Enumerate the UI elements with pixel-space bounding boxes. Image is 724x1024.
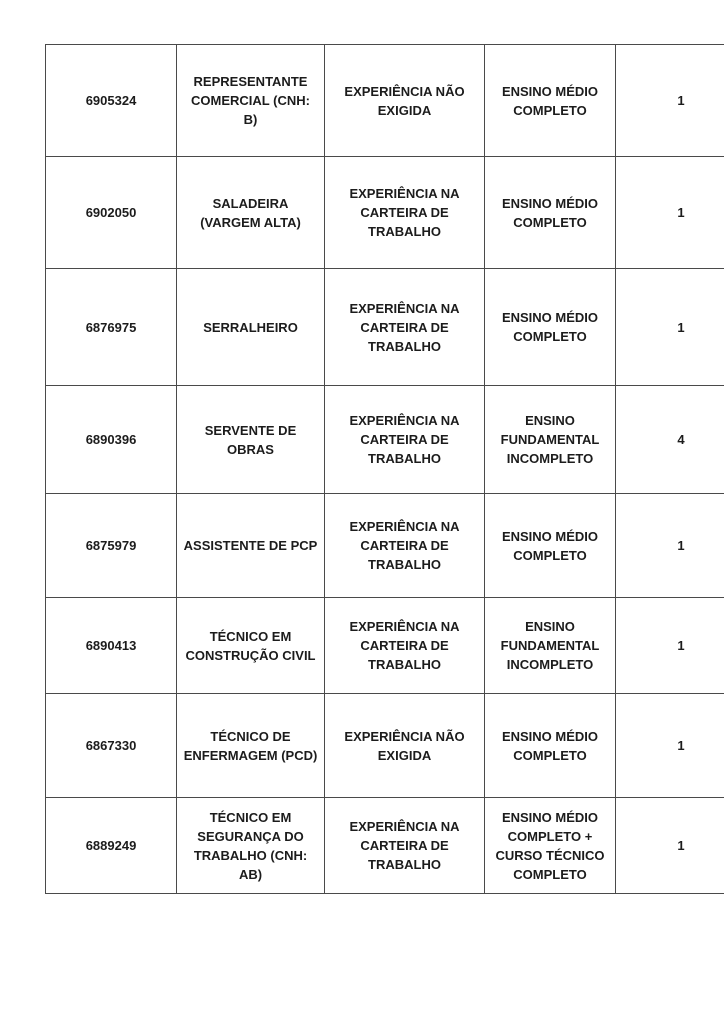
job-title-cell: SALADEIRA (VARGEM ALTA): [177, 157, 325, 269]
table-row: [46, 269, 724, 386]
education-requirement-cell: ENSINO FUNDAMENTAL INCOMPLETO: [485, 386, 616, 494]
openings-count-cell: 4: [616, 386, 724, 494]
education-requirement-cell: ENSINO FUNDAMENTAL INCOMPLETO: [485, 598, 616, 694]
table-row: [46, 798, 724, 894]
experience-requirement-cell: EXPERIÊNCIA NA CARTEIRA DE TRABALHO: [325, 598, 485, 694]
job-title-cell: SERRALHEIRO: [177, 269, 325, 386]
education-requirement-cell: ENSINO MÉDIO COMPLETO + CURSO TÉCNICO COMPLETO: [485, 798, 616, 894]
table-row: [46, 386, 724, 494]
job-title-cell: ASSISTENTE DE PCP: [177, 494, 325, 598]
experience-requirement-cell: EXPERIÊNCIA NA CARTEIRA DE TRABALHO: [325, 386, 485, 494]
table-row: [46, 157, 724, 269]
job-title-cell: REPRESENTANTE COMERCIAL (CNH: B): [177, 45, 325, 157]
education-requirement-cell: ENSINO MÉDIO COMPLETO: [485, 45, 616, 157]
job-title-cell: TÉCNICO EM SEGURANÇA DO TRABALHO (CNH: AB): [177, 798, 325, 894]
experience-requirement-cell: EXPERIÊNCIA NÃO EXIGIDA: [325, 694, 485, 798]
vacancy-id-cell: 6890396: [46, 386, 177, 494]
openings-count-cell: 1: [616, 494, 724, 598]
vacancy-id-cell: 6875979: [46, 494, 177, 598]
table-body: [46, 45, 724, 894]
experience-requirement-cell: EXPERIÊNCIA NA CARTEIRA DE TRABALHO: [325, 269, 485, 386]
openings-count-cell: 1: [616, 45, 724, 157]
openings-count-cell: 1: [616, 694, 724, 798]
job-vacancies-table: [45, 44, 724, 894]
vacancy-id-cell: 6876975: [46, 269, 177, 386]
table-row: [46, 45, 724, 157]
experience-requirement-cell: EXPERIÊNCIA NA CARTEIRA DE TRABALHO: [325, 798, 485, 894]
openings-count-cell: 1: [616, 598, 724, 694]
job-title-cell: SERVENTE DE OBRAS: [177, 386, 325, 494]
openings-count-cell: 1: [616, 269, 724, 386]
experience-requirement-cell: EXPERIÊNCIA NÃO EXIGIDA: [325, 45, 485, 157]
job-title-cell: TÉCNICO EM CONSTRUÇÃO CIVIL: [177, 598, 325, 694]
openings-count-cell: 1: [616, 798, 724, 894]
table-row: [46, 494, 724, 598]
vacancy-id-cell: 6905324: [46, 45, 177, 157]
vacancy-id-cell: 6867330: [46, 694, 177, 798]
vacancy-id-cell: 6889249: [46, 798, 177, 894]
table-row: [46, 598, 724, 694]
experience-requirement-cell: EXPERIÊNCIA NA CARTEIRA DE TRABALHO: [325, 494, 485, 598]
openings-count-cell: 1: [616, 157, 724, 269]
vacancy-id-cell: 6890413: [46, 598, 177, 694]
education-requirement-cell: ENSINO MÉDIO COMPLETO: [485, 494, 616, 598]
education-requirement-cell: ENSINO MÉDIO COMPLETO: [485, 269, 616, 386]
education-requirement-cell: ENSINO MÉDIO COMPLETO: [485, 157, 616, 269]
experience-requirement-cell: EXPERIÊNCIA NA CARTEIRA DE TRABALHO: [325, 157, 485, 269]
table-row: [46, 694, 724, 798]
job-title-cell: TÉCNICO DE ENFERMAGEM (PCD): [177, 694, 325, 798]
vacancy-id-cell: 6902050: [46, 157, 177, 269]
education-requirement-cell: ENSINO MÉDIO COMPLETO: [485, 694, 616, 798]
